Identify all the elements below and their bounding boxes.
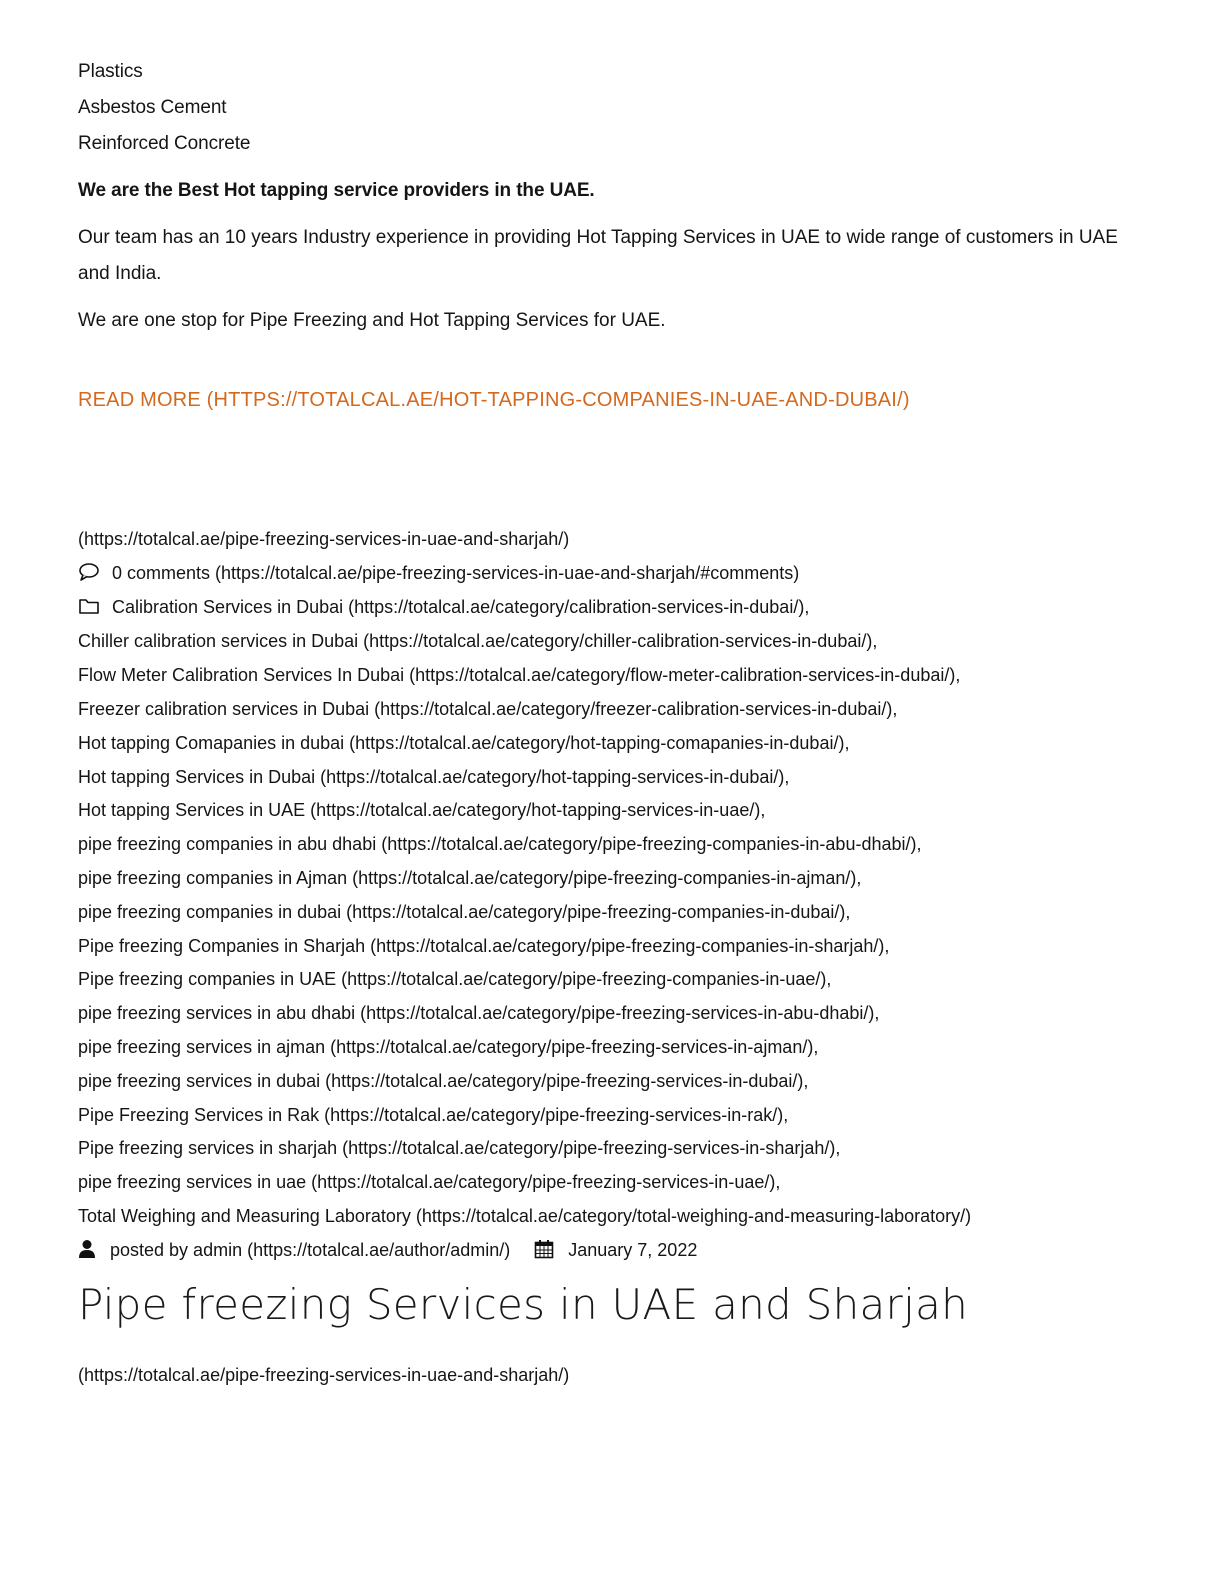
category-link[interactable]: pipe freezing companies in Ajman (https://totalcal.ae/category/pipe-freezing-companies-in-ajman/), xyxy=(78,868,862,888)
category-link[interactable]: pipe freezing companies in dubai (https://totalcal.ae/category/pipe-freezing-companies-in-dubai/), xyxy=(78,902,851,922)
post-title-link[interactable]: (https://totalcal.ae/pipe-freezing-services-in-uae-and-sharjah/) xyxy=(78,1365,570,1385)
category-link[interactable]: Flow Meter Calibration Services In Dubai (https://totalcal.ae/category/flow-meter-calibration-services-in-dubai/), xyxy=(78,665,961,685)
category-link[interactable]: Pipe freezing services in sharjah (https://totalcal.ae/category/pipe-freezing-services-in-sharjah/), xyxy=(78,1138,841,1158)
comments-label: 0 comments (https://totalcal.ae/pipe-freezing-services-in-uae-and-sharjah/#comments) xyxy=(112,563,800,583)
post-image-link[interactable]: (https://totalcal.ae/pipe-freezing-services-in-uae-and-sharjah/) xyxy=(78,529,570,549)
one-stop-paragraph: We are one stop for Pipe Freezing and Hot Tapping Services for UAE. xyxy=(78,310,666,331)
read-more-link[interactable]: READ MORE (HTTPS://TOTALCAL.AE/HOT-TAPPING-COMPANIES-IN-UAE-AND-DUBAI/) xyxy=(78,389,910,411)
category-link[interactable]: pipe freezing services in abu dhabi (https://totalcal.ae/category/pipe-freezing-services-in-abu-dhabi/), xyxy=(78,1003,880,1023)
category-link[interactable]: pipe freezing services in uae (https://totalcal.ae/category/pipe-freezing-services-in-uae/), xyxy=(78,1172,781,1192)
category-link[interactable]: Freezer calibration services in Dubai (https://totalcal.ae/category/freezer-calibration-services-in-dubai/), xyxy=(78,699,898,719)
comments-link[interactable] xyxy=(78,561,799,585)
material-item-plastics: Plastics xyxy=(78,61,143,82)
calendar-icon xyxy=(534,1239,554,1259)
category-link[interactable]: Total Weighing and Measuring Laboratory (https://totalcal.ae/category/total-weighing-and-measuring-laboratory/) xyxy=(78,1206,972,1226)
category-link[interactable]: Hot tapping Comapanies in dubai (https://totalcal.ae/category/hot-tapping-comapanies-in-dubai/), xyxy=(78,733,850,753)
category-link[interactable]: Chiller calibration services in Dubai (https://totalcal.ae/category/chiller-calibration-services-in-dubai/), xyxy=(78,631,878,651)
category-link[interactable]: pipe freezing services in dubai (https://totalcal.ae/category/pipe-freezing-services-in-dubai/), xyxy=(78,1071,809,1091)
category-link[interactable]: Hot tapping Services in Dubai (https://totalcal.ae/category/hot-tapping-services-in-dubai/), xyxy=(78,767,790,787)
post-title[interactable]: Pipe freezing Services in UAE and Sharjah xyxy=(78,1280,969,1329)
post-meta-line xyxy=(78,1238,697,1262)
user-icon xyxy=(78,1239,96,1259)
category-link[interactable]: pipe freezing services in ajman (https://totalcal.ae/category/pipe-freezing-services-in-ajman/), xyxy=(78,1037,819,1057)
author-link[interactable] xyxy=(78,1240,515,1260)
experience-paragraph: Our team has an 10 years Industry experience in providing Hot Tapping Services in UAE to wide range of customers in UAE and India. xyxy=(78,227,1118,284)
category-link[interactable]: Pipe freezing Companies in Sharjah (https://totalcal.ae/category/pipe-freezing-companies-in-sharjah/), xyxy=(78,936,890,956)
folder-icon xyxy=(78,596,100,616)
author-label: posted by admin (https://totalcal.ae/author/admin/) xyxy=(110,1240,511,1260)
material-item-reinforced-concrete: Reinforced Concrete xyxy=(78,133,251,154)
comment-icon xyxy=(78,562,100,582)
category-link[interactable]: Hot tapping Services in UAE (https://totalcal.ae/category/hot-tapping-services-in-uae/), xyxy=(78,800,766,820)
category-link[interactable]: Pipe Freezing Services in Rak (https://totalcal.ae/category/pipe-freezing-services-in-rak/), xyxy=(78,1105,789,1125)
category-link[interactable]: Pipe freezing companies in UAE (https://totalcal.ae/category/pipe-freezing-companies-in-uae/), xyxy=(78,969,832,989)
best-provider-headline: We are the Best Hot tapping service providers in the UAE. xyxy=(78,180,595,201)
material-item-asbestos-cement: Asbestos Cement xyxy=(78,97,227,118)
category-label: Calibration Services in Dubai (https://totalcal.ae/category/calibration-services-in-dubai/), xyxy=(112,597,810,617)
post-date: January 7, 2022 xyxy=(568,1240,698,1260)
category-link[interactable] xyxy=(78,595,809,619)
category-link[interactable]: pipe freezing companies in abu dhabi (https://totalcal.ae/category/pipe-freezing-companies-in-abu-dhabi/), xyxy=(78,834,922,854)
